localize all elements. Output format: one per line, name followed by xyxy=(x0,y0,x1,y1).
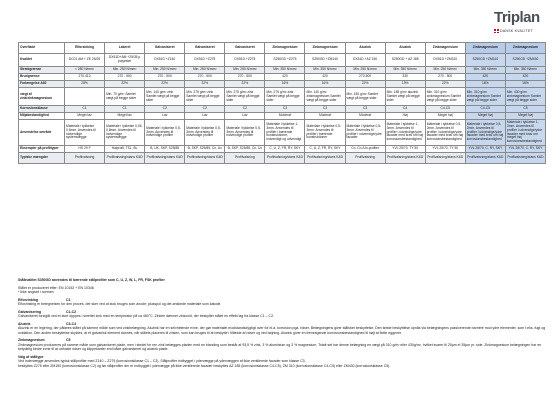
table-cell: S250GD +ZM140 xyxy=(305,54,345,67)
table-cell: C, U, Z, FR, RY, SKY xyxy=(305,145,345,152)
column-header: Zinkmagnesium xyxy=(465,43,505,54)
table-cell: Materiale i tykkelse 1-3mm. Anvendes til profiler i bærende konstruktioner, indvendigt og udvendigt xyxy=(265,120,305,146)
danish-flag-icon xyxy=(494,29,499,33)
table-cell: Profilvalsning/stans K&D xyxy=(505,152,545,163)
table-row xyxy=(19,81,546,88)
column-header: Aluzink xyxy=(385,43,425,54)
table-cell: C5 xyxy=(505,106,545,113)
table-cell: Min. 275 g/m² zink Samlet vægt på begge sider xyxy=(225,88,265,106)
table-cell: 270-410 xyxy=(65,74,105,81)
section-class: C1 xyxy=(66,297,71,302)
table-cell: 16% xyxy=(265,81,305,88)
table-cell: C4 xyxy=(385,106,425,113)
table-cell: Materiale i tykkelse 0,5-3mm. Anvendes til indvendige profiler xyxy=(225,120,265,146)
table-cell: 22% xyxy=(105,81,145,88)
table-cell: Cn, Cn-/Un-profiler xyxy=(345,145,385,152)
table-cell xyxy=(65,88,105,106)
row-label: Strækgrænse xyxy=(19,67,65,74)
table-cell: Min. 250 N/mm² xyxy=(105,67,145,74)
table-cell: Meget høj xyxy=(465,113,505,120)
table-cell: 420 xyxy=(305,74,345,81)
table-cell: B, SKP, S25/85, Cn, Ux xyxy=(225,145,265,152)
table-cell: Min. 140 g/m² zink Samlet vægt på begge sider xyxy=(145,88,185,106)
table-cell: Halprofil, TSL, BL xyxy=(105,145,145,152)
table-cell: Min. 150 g/m² Samlet vægt på begge sider xyxy=(345,88,385,106)
table-cell: Meget lav xyxy=(65,113,105,120)
table-cell: Materiale i tykkelse 1-3mm. Anvendes til profiler i udvendige/ydre facader med krav om meget høj korrosionsbestandighed xyxy=(505,120,545,146)
table-row xyxy=(19,145,546,152)
table-cell: DX51D +Z275 xyxy=(225,54,265,67)
table-cell: 270 - 500 xyxy=(225,74,265,81)
table-cell: C2 xyxy=(185,106,225,113)
table-cell: Min. 275 g/m² zink Samlet vægt på begge sider xyxy=(265,88,305,106)
column-header: Elforzinking xyxy=(65,43,105,54)
column-header: Aluzink xyxy=(345,43,385,54)
table-row xyxy=(19,54,546,67)
table-cell: Profilvalsning/stans K&D xyxy=(465,152,505,163)
table-cell: 16% xyxy=(465,81,505,88)
notes-intro-line: * Ikke angivet i normen xyxy=(18,290,54,294)
row-label: Eksempler på profiltyper xyxy=(19,145,65,152)
footer-title: Valg af ståltype xyxy=(18,354,44,359)
table-cell: 22% xyxy=(145,81,185,88)
table-cell: C3 xyxy=(305,106,345,113)
table-cell: C1 xyxy=(65,106,105,113)
table-cell: S250GD +ZM310 xyxy=(465,54,505,67)
table-cell: Høj xyxy=(385,113,425,120)
table-cell: 16% xyxy=(305,81,345,88)
table-cell: 270 - 500 xyxy=(425,74,465,81)
table-cell: DX51D +AZ 150 xyxy=(345,54,385,67)
section-body: Elforzinking er betegnelsen for den proces, der sker ved at stok bruges som anode; plusspol og det ønskede materiale som katode. xyxy=(18,302,222,306)
steel-spec-table xyxy=(18,42,546,164)
table-cell: Min. 350 N/mm² xyxy=(305,67,345,74)
table-header-row xyxy=(19,43,546,54)
table-cell: Min. 350 N/mm² xyxy=(265,67,305,74)
section-title: Elforzinking xyxy=(18,297,39,302)
table-cell: 28% xyxy=(65,81,105,88)
table-cell: YVL 25/70, C, RY, SKY xyxy=(505,145,545,152)
table-cell: 270 - 500 xyxy=(105,74,145,81)
table-cell: 420 xyxy=(465,74,505,81)
section-title: Aluzink xyxy=(18,321,31,326)
table-row xyxy=(19,88,546,106)
row-label: Kvalitet xyxy=(19,54,65,67)
column-header: Galvaniseret xyxy=(185,43,225,54)
table-cell: Profilvalsning/stans K&D xyxy=(425,152,465,163)
table-cell: Profilvalsning/stans K&D xyxy=(145,152,185,163)
table-cell: 270-500 xyxy=(345,74,385,81)
section-class: C5 xyxy=(66,338,71,342)
table-cell: Min. 250 N/mm² xyxy=(185,67,225,74)
table-cell: B, SKP, S25/85, Cn, Ux xyxy=(185,145,225,152)
table-cell: C2 xyxy=(145,106,185,113)
section-body: Galvaniseret forzigåt ved et stort dyppes i smeltet zink med en temperatur på ca 460°C. Zinken dænner zinkoxid, der beskytter stålet en effekt lag fra klasse C1 – C2. xyxy=(18,314,274,318)
table-cell: DX51D +Z275 xyxy=(185,54,225,67)
table-cell: C, U, Z, FR, RY, SKY xyxy=(265,145,305,152)
table-cell: Min. 185 g/m² aluzink Samlet vægt på begge sider xyxy=(385,88,425,106)
table-cell: Lav xyxy=(185,113,225,120)
column-header: Zinkmagnesium xyxy=(305,43,345,54)
table-cell: Min. 350 N/mm² xyxy=(505,67,545,74)
table-cell: S250GD + AZ 185 xyxy=(385,54,425,67)
row-label: Forlængelse A80 xyxy=(19,81,65,88)
table-cell: S250GD +Z275 xyxy=(265,54,305,67)
table-cell: Min. 430 g/m² zinkmagnesium Samlet vægt på begge sider xyxy=(505,88,545,106)
section-class: C1-C2 xyxy=(66,309,77,314)
table-cell: C4-C5 xyxy=(465,106,505,113)
row-label: Anvendelse område xyxy=(19,120,65,146)
section-body: Aluzink er en legering, der påføres stålet på samme måde som ved zinkbelægning. Aluzink har en selvhelende evne, der gør materialet modstandsdygtigt over for bl.a. korrosion pga. ridser. Belægningens giver stålsbet beskyttelse. Den første beskyttelse opnås via belægningens passiverende barriere mod ydre elementer, som f.eks. fugt og oxidation. Den anden beskyttelse skyldes, at et galvanisk element dannes, når stålets placeres til zinken, som kan bruges til at beskytte i tilfælde af ridser og ved bøjning. Aluzink giver en fremragende korrosionsbestandighed til højt at flotte eggener. xyxy=(18,326,546,335)
footer-line: beskyttes Z275 eller ZM150 (korrosionsklasse C2) og før stålprofiler der er indbygget i ydervægge på ikke ventilerede facader beskyttes AZ 185 (korrosionsklasse C4-C5), ZM 310 (korrosionsklasse C4-C5) eller ZM430 (korrosionsklasse C5). xyxy=(18,363,391,368)
column-header: Zinkmagnesium xyxy=(425,43,465,54)
table-cell: B, UK, SKP, S25/85 xyxy=(145,145,185,152)
table-cell: 330 xyxy=(385,74,425,81)
table-cell: 19% xyxy=(385,81,425,88)
table-cell: Profilvalsning xyxy=(345,152,385,163)
table-cell: Profilvalsning xyxy=(225,152,265,163)
table-cell: C3 xyxy=(265,106,305,113)
table-cell: C1 xyxy=(105,106,145,113)
table-cell: 270 - 500 xyxy=(185,74,225,81)
table-cell: YVL 25/70, TY 50 xyxy=(425,145,465,152)
column-header: Lakeret xyxy=(105,43,145,54)
table-cell: Profilvalsning/stans K&D xyxy=(105,152,145,163)
table-cell: Min. 350 N/mm² xyxy=(385,67,425,74)
table-cell: Profilvalsning/stans K&D xyxy=(385,152,425,163)
row-label: vægt af zink/zinkmagnesium xyxy=(19,88,65,106)
table-cell: 16% xyxy=(505,81,545,88)
row-label: Korrosionsklasse xyxy=(19,106,65,113)
column-header: Zinkmagnesium xyxy=(265,43,305,54)
notes-section xyxy=(18,278,546,368)
table-cell: Profilvalsning/stans K&D xyxy=(305,152,345,163)
row-label: Miljøbestandighed xyxy=(19,113,65,120)
table-cell: 22% xyxy=(425,81,465,88)
table-cell: C2 xyxy=(225,106,265,113)
table-cell: Meget høj xyxy=(425,113,465,120)
table-cell: Meget lav xyxy=(105,113,145,120)
table-cell: Min. 310 g/m² zinkmagnesium Samlet vægt på begge sider xyxy=(425,88,465,106)
table-cell: Min. 250 N/mm² xyxy=(425,67,465,74)
logo-wordmark: Triplan xyxy=(494,9,540,26)
table-cell: Profilvalsning/stans K&D xyxy=(265,152,305,163)
table-cell: YVL 25/70, C, RY, SKY xyxy=(465,145,505,152)
table-row xyxy=(19,113,546,120)
table-cell: Profilvalsning/stans K&D xyxy=(185,152,225,163)
section-title: Galvanisering xyxy=(18,309,42,314)
table-cell: 22% xyxy=(185,81,225,88)
row-label: Brudgrænse xyxy=(19,74,65,81)
table-cell: DX51D +ZM310 xyxy=(425,54,465,67)
row-label: Typiske mængder xyxy=(19,152,65,163)
table-cell: C4-C5 xyxy=(425,106,465,113)
table-row xyxy=(19,67,546,74)
table-cell: Materiale i tykkelse 0,5-2mm. Anvendes til profiler i udvendige/ydre facader med krav om høj korrosionsbestandighed xyxy=(425,120,465,146)
table-cell: 420 xyxy=(505,74,545,81)
table-row xyxy=(19,120,546,146)
table-cell: S250GD +ZM430 xyxy=(505,54,545,67)
table-cell: Min. 250 N/mm² xyxy=(145,67,185,74)
table-cell: Materiale i tykkelse 0,45-0,8mm. Anvendes til indvendige systemvægge xyxy=(105,120,145,146)
table-cell: Min. 250 N/mm² xyxy=(225,67,265,74)
table-cell: Moderat xyxy=(345,113,385,120)
table-cell: 22% xyxy=(345,81,385,88)
table-cell: Materiale i tykkelse 0,5-3mm. Anvendes til profiler i udvendige/ydre facader xyxy=(345,120,385,146)
table-cell: Profilvalsning xyxy=(65,152,105,163)
table-cell: 22% xyxy=(225,81,265,88)
row-header: Overflade xyxy=(19,43,65,54)
table-cell: DC01 AM + ZE 25/25 xyxy=(65,54,105,67)
table-row xyxy=(19,152,546,163)
logo-tagline-text: DANSK KVALITET xyxy=(500,29,533,33)
column-header: Zinkmagnesium xyxy=(505,43,545,54)
notes-intro-title: Stålkvalitet S350GD anvendes til bærende stålprofiler som C, U, Z, W, L, FR, FSK profiler xyxy=(18,278,165,282)
notes-intro-line: Stålet er produceret efter: EN 10152 + EN 10346 xyxy=(18,285,94,290)
table-cell: 270 - 500 xyxy=(145,74,185,81)
table-cell: 420 xyxy=(265,74,305,81)
triplan-logo xyxy=(494,10,542,40)
table-cell: Min. 250 N/mm² xyxy=(345,67,385,74)
section-title: Zinkmagnesium xyxy=(18,338,45,342)
table-cell: Materiale i tykkelse 1-3mm. Anvendes til profiler i udvendige/ydre facader med krav om høj korrosionsbestandighed xyxy=(385,120,425,146)
table-cell: Min. 350 N/mm² xyxy=(465,67,505,74)
table-cell: Min. 140 g/m² zinkmagnesium Samlet vægt på begge sider xyxy=(305,88,345,106)
table-cell: Materiale i tykkelse 0,5-3mm. Anvendes til indvendige profiler xyxy=(145,120,185,146)
table-cell: DX51D +Z140 xyxy=(145,54,185,67)
table-cell: Meget høj xyxy=(505,113,545,120)
table-cell: HS 29 F xyxy=(65,145,105,152)
table-cell: Materiale i tykkelse 0,5-3mm. Anvendes til profiler i bærende konstruktioner xyxy=(305,120,345,146)
table-row xyxy=(19,74,546,81)
table-cell: Lav xyxy=(225,113,265,120)
footer-line: Ved indervægge anvendes typisk stålprofiler med Z140 – Z275 (korrosionsklasse C1 – C2). Stålprofiler indbygget i ydervægge på ydervæggen af ikke ventilerede facader som klasse C3. xyxy=(18,359,306,363)
column-header: Galvaniseret xyxy=(225,43,265,54)
table-cell: YVL 25/70, TY 50 xyxy=(385,145,425,152)
section-body: Zinkmagnesium produceres på samme måde som galvaniseret plade, men i stedet for ren zink belægges pladen med en blanding som består af 93,5 % zink, 3 % aluminium og 3 % magnesium. Totalt set har denne belægning en vægt på 310 g/m² eller 430g/m², hvilket svarer til 25µm el 35µm pr. side. Zinkmagnesium belægningen har en betydelig bedre evne til at udholde ridser og klippekanter end både galvaniseret og aluzink plade. xyxy=(18,342,542,351)
table-cell: Materiale i tykkelse 0,5-3mm. Anvendes til indvendige profiler xyxy=(185,120,225,146)
table-cell: Moderat xyxy=(305,113,345,120)
column-header: Galvaniseret xyxy=(145,43,185,54)
table-cell: Min. 310 g/m² zinkmagnesium Samlet vægt på begge sider xyxy=(465,88,505,106)
table-cell: Materiale i tykkelse 0,5-2mm. Anvendes til profiler i udvendige/ydre facader med krav om høj korrosionsbestandighed xyxy=(465,120,505,146)
table-row xyxy=(19,106,546,113)
table-cell: Materiale i tykkelse 0,5mm. Anvendes til indvendige systemvægge xyxy=(65,120,105,146)
table-cell: C3 xyxy=(345,106,385,113)
table-cell: Lav xyxy=(145,113,185,120)
table-cell: Moderat xyxy=(265,113,305,120)
table-cell: < 280 N/mm² xyxy=(65,67,105,74)
table-cell: Min. 70 g/m² Samlet vægt på begge sider xyxy=(105,88,145,106)
logo-tagline xyxy=(494,29,533,33)
section-class: C3-C4 xyxy=(66,321,77,326)
table-cell: DX51D+AM +25/35 µ polyester xyxy=(105,54,145,67)
table-cell: Min. 275 g/m² zink Samlet vægt på begge sider xyxy=(185,88,225,106)
